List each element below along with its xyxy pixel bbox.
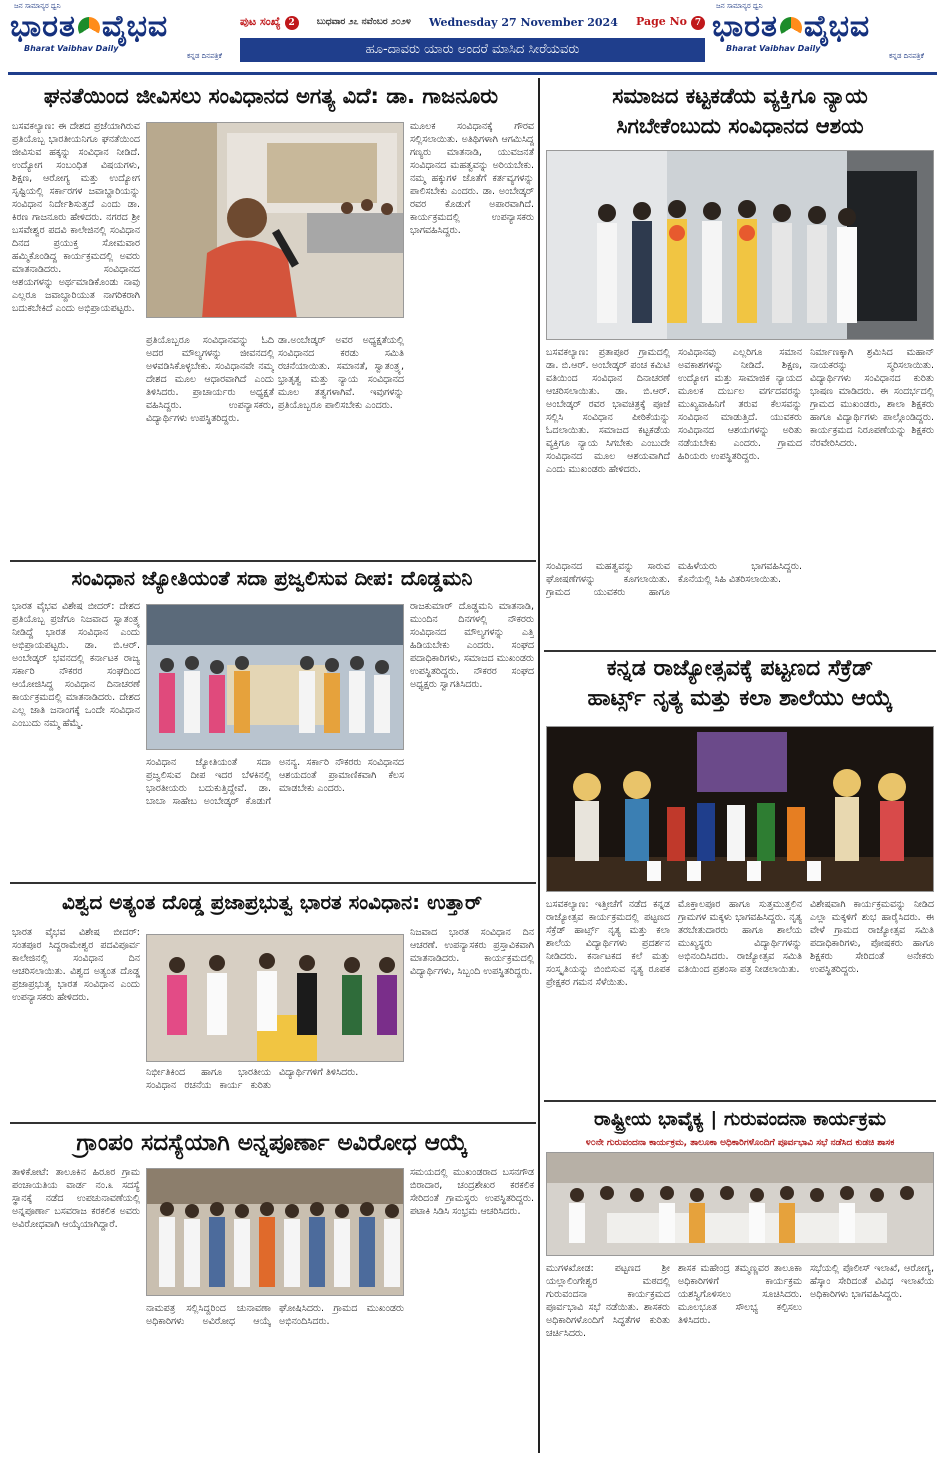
date-english: Wednesday 27 November 2024: [428, 15, 618, 29]
article-5-col-3: ನಿಜವಾದ ಭಾರತ ಸಂವಿಧಾನ ದಿನ ಆಚರಣೆ. ಉಪನ್ಯಾಸಕರು ಪ್ರಸ್ತಾವಿಕವಾಗಿ ಮಾತನಾಡಿದರು. ಕಾರ್ಯಕ್ರಮದಲ್ಲಿ ವಿದ್ಯಾರ್ಥಿಗಳು, ಸಿಬ್ಬಂದಿ ಉಪಸ್ಥಿತರಿದ್ದರು.: [410, 927, 534, 977]
article-2-headline-2[interactable]: ಸಿಗಬೇಕೆಂಬುದು ಸಂವಿಧಾನದ ಆಶಯ: [616, 114, 864, 138]
article-2-photo[interactable]: [546, 150, 934, 340]
article-1-col-2: ಪ್ರತಿಯೊಬ್ಬರೂ ಸಂವಿಧಾನವನ್ನು ಓದಿ ಅದರ ಮೌಲ್ಯಗಳನ್ನು ಜೀವನದಲ್ಲಿ ಅಳವಡಿಸಿಕೊಳ್ಳಬೇಕು. ಸಂವಿಧಾನವೇ ನಮ್ಮ ದೇಶದ ಮೂಲ ಆಧಾರವಾಗಿದೆ ಎಂದು ತಿಳಿಸಿದರು. ಪ್ರಾಚಾರ್ಯರು ಅಧ್ಯಕ್ಷತೆ ವಹಿಸಿದ್ದರು. ಉಪನ್ಯಾಸಕರು, ವಿದ್ಯಾರ್ಥಿಗಳು ಉಪಸ್ಥಿತರಿದ್ದರು.: [146, 335, 274, 424]
group-photo: [147, 605, 404, 750]
article-7-photo[interactable]: [546, 1152, 934, 1256]
article-divider: [544, 1100, 936, 1102]
article-1-caption: [146, 320, 404, 332]
article-3-photo[interactable]: [146, 604, 404, 750]
article-6-col-1: ತಾಳಿಕೋಟೆ: ತಾಲೂಕಿನ ಹಿರೂರ ಗ್ರಾಮ ಪಂಚಾಯತಿಯ ವಾರ್ಡ ನಂ.೩ ಸದಸ್ಯೆ ಸ್ಥಾನಕ್ಕೆ ನಡೆದ ಉಪಚುನಾವಣೆಯಲ್ಲಿ ಅನ್ನಪೂರ್ಣಾ ಬಸವರಾಜ ಕರಕಲಿಕ ಅವರು ಅವಿರೋಧವಾಗಿ ಆಯ್ಕೆಯಾಗಿದ್ದಾರೆ.: [12, 1167, 140, 1230]
article-6-col-2: ನಾಮಪತ್ರ ಸಲ್ಲಿಸಿದ್ದರಿಂದ ಚುನಾವಣಾ ಅಧಿಕಾರಿಗಳು ಅವಿರೋಧ ಆಯ್ಕೆ ಘೋಷಿಸಿದರು. ಗ್ರಾಮದ ಮುಖಂಡರು ಅಭಿನಂದಿಸಿದರು.: [146, 1303, 404, 1327]
column-divider: [538, 78, 540, 1453]
flag-icon: [780, 17, 802, 39]
article-4-col-2: ಮೊಕ್ತಾಲಪೂರ ಹಾಗೂ ಸುತ್ತಮುತ್ತಲಿನ ಗ್ರಾಮಗಳ ಮಕ್ಕಳು ಭಾಗವಹಿಸಿದ್ದರು. ನೃತ್ಯ ತರಬೇತುದಾರರು ಹಾಗೂ ಶಾಲೆಯ ಮುಖ್ಯಸ್ಥರು ವಿದ್ಯಾರ್ಥಿಗಳನ್ನು ಅಭಿನಂದಿಸಿದರು. ರಾಜ್ಯೋತ್ಸವ ಸಮಿತಿ ವತಿಯಿಂದ ಪ್ರಶಂಸಾ ಪತ್ರ ನೀಡಲಾಯಿತು.: [678, 899, 802, 975]
article-divider: [544, 650, 936, 652]
page-info-bar: [240, 12, 705, 32]
article-2-col-3: ನಿರ್ಮಾಣಕ್ಕಾಗಿ ಶ್ರಮಿಸಿದ ಮಹಾನ್ ನಾಯಕರನ್ನು ಸ್ಮರಿಸಲಾಯಿತು. ವಿದ್ಯಾರ್ಥಿಗಳು ಸಂವಿಧಾನದ ಕುರಿತು ಭಾಷಣ ಮಾಡಿದರು. ಈ ಸಂದರ್ಭದಲ್ಲಿ ಗ್ರಾಮದ ಮುಖಂಡರು, ಶಾಲಾ ಶಿಕ್ಷಕರು ಹಾಗೂ ವಿದ್ಯಾರ್ಥಿಗಳು ಪಾಲ್ಗೊಂಡಿದ್ದರು. ಕಾರ್ಯಕ್ರಮದ ನಿರೂಪಣೆಯನ್ನು ಶಿಕ್ಷಕರು ನೆರವೇರಿಸಿದರು.: [810, 347, 934, 449]
article-4-photo[interactable]: [546, 726, 934, 892]
logo-title: ಭಾರತ ವೈಭವ: [10, 9, 169, 44]
article-6-headline[interactable]: ಗ್ರಾಂಪಂ ಸದಸ್ಯೆಯಾಗಿ ಅನ್ನಪೂರ್ಣಾ ಅವಿರೋಧ ಆಯ್ಕೆ: [76, 1130, 468, 1156]
article-1-photo[interactable]: [146, 122, 404, 318]
dance-performance-photo: [547, 727, 934, 892]
article-3-headline[interactable]: ಸಂವಿಧಾನ ಜ್ಯೋತಿಯಂತೆ ಸದಾ ಪ್ರಜ್ವಲಿಸುವ ದೀಪ: ದೊಡ್ಡಮನಿ: [71, 566, 473, 590]
article-divider: [10, 882, 536, 884]
article-5-col-1: ಭಾರತ ವೈಭವ ವಿಶೇಷ ಬೀದರ್: ಸಂತಪೂರ ಸಿದ್ದರಾಮೇಶ್ವರ ಪದವಿಪೂರ್ವ ಕಾಲೇಜಿನಲ್ಲಿ ಸಂವಿಧಾನ ದಿನ ಆಚರಿಸಲಾಯಿತು. ವಿಶ್ವದ ಅತ್ಯಂತ ದೊಡ್ಡ ಪ್ರಜಾಪ್ರಭುತ್ವ ಭಾರತ ಸಂವಿಧಾನ ಎಂದು ಉಪನ್ಯಾಸಕರು ಹೇಳಿದರು.: [12, 927, 140, 1003]
logo-tagline: ಜನ ಸಾಮಾನ್ಯರ ಧ್ವನಿ: [716, 2, 763, 10]
logo-english: Bharat Vaibhav Daily: [24, 44, 119, 53]
logo-subtitle: ಕನ್ನಡ ದಿನಪತ್ರಿಕೆ: [888, 52, 924, 60]
masthead-rule: [8, 72, 937, 75]
masthead-tagline: ಹೂ-ದಾವರು ಯಾರು ಅಂದರೆ ಮಾಸಿದ ಸೀರೆಯವರು: [240, 38, 705, 62]
panchayat-photo: [147, 1169, 404, 1296]
article-1-col-3: ಮೂಲಕ ಸಂವಿಧಾನಕ್ಕೆ ಗೌರವ ಸಲ್ಲಿಸಲಾಯಿತು. ಅತಿಥಿಗಳಾಗಿ ಆಗಮಿಸಿದ್ದ ಗಣ್ಯರು ಮಾತನಾಡಿ, ಯುವಜನತೆ ಸಂವಿಧಾನದ ಮಹತ್ವವನ್ನು ಅರಿಯಬೇಕು. ನಮ್ಮ ಹಕ್ಕುಗಳ ಜೊತೆಗೆ ಕರ್ತವ್ಯಗಳನ್ನು ಪಾಲಿಸಬೇಕು ಎಂದರು. ಡಾ. ಅಂಬೇಡ್ಕರ್ ರವರ ಕೊಡುಗೆ ಅಪಾರವಾಗಿದೆ. ಕಾರ್ಯಕ್ರಮದಲ್ಲಿ ಉಪನ್ಯಾಸಕರು ಭಾಗವಹಿಸಿದ್ದರು.: [410, 121, 534, 236]
flag-icon: [78, 17, 100, 39]
article-7-col-2: ಶಾಸಕ ಮಹೇಂದ್ರ ತಮ್ಮಣ್ಣವರ ತಾಲೂಕಾ ಅಧಿಕಾರಿಗಳಿಗೆ ಕಾರ್ಯಕ್ರಮ ಯಶಸ್ವಿಗೊಳಿಸಲು ಸೂಚಿಸಿದರು. ಮೂಲಭೂತ ಸೌಲಭ್ಯ ಕಲ್ಪಿಸಲು ತಿಳಿಸಿದರು.: [678, 1263, 802, 1326]
article-divider: [10, 1122, 536, 1124]
article-7-col-1: ಮುಗಳಖೋಡ: ಪಟ್ಟಣದ ಶ್ರೀ ಯಲ್ಲಾಲಿಂಗೇಶ್ವರ ಮಠದಲ್ಲಿ ಗುರುವಂದನಾ ಕಾರ್ಯಕ್ರಮದ ಪೂರ್ವಭಾವಿ ಸಭೆ ನಡೆಯಿತು. ಶಾಸಕರು ಅಧಿಕಾರಿಗಳೊಂದಿಗೆ ಸಿದ್ಧತೆಗಳ ಕುರಿತು ಚರ್ಚಿಸಿದರು.: [546, 1263, 670, 1339]
masthead-logo-left[interactable]: [10, 4, 230, 64]
article-divider: [10, 560, 536, 562]
page-number-kannada: ಪುಟ ಸಂಖ್ಯೆ 2: [240, 15, 299, 30]
article-3-col-3: ರಾಜಕುಮಾರ್ ದೊಡ್ಡಮನಿ ಮಾತನಾಡಿ, ಮುಂದಿನ ದಿನಗಳಲ್ಲಿ ನೌಕರರು ಸಂವಿಧಾನದ ಮೌಲ್ಯಗಳನ್ನು ಎತ್ತಿ ಹಿಡಿಯಬೇಕು ಎಂದರು. ಸಂಘದ ಪದಾಧಿಕಾರಿಗಳು, ಸಮಾಜದ ಮುಖಂಡರು ಉಪಸ್ಥಿತರಿದ್ದರು. ನೌಕರರ ಸಂಘದ ಅಧ್ಯಕ್ಷರು ಸ್ವಾಗತಿಸಿದರು.: [410, 601, 534, 690]
article-7-headline[interactable]: ರಾಷ್ಟ್ರೀಯ ಭಾವೈಕ್ಯ | ಗುರುವಂದನಾ ಕಾರ್ಯಕ್ರಮ: [593, 1108, 887, 1130]
masthead-logo-right[interactable]: [712, 4, 932, 64]
article-4-col-1: ಬಸವಕಲ್ಯಾಣ: ಇತ್ತೀಚೆಗೆ ನಡೆದ ಕನ್ನಡ ರಾಜ್ಯೋತ್ಸವ ಕಾರ್ಯಕ್ರಮದಲ್ಲಿ ಪಟ್ಟಣದ ಸೆಕ್ರೆಡ್ ಹಾರ್ಟ್ಸ್ ನೃತ್ಯ ಮತ್ತು ಕಲಾ ಶಾಲೆಯ ವಿದ್ಯಾರ್ಥಿಗಳು ಪ್ರದರ್ಶನ ನೀಡಿದರು. ಕರ್ನಾಟಕದ ಕಲೆ ಮತ್ತು ಸಂಸ್ಕೃತಿಯನ್ನು ಬಿಂಬಿಸುವ ನೃತ್ಯ ರೂಪಕ ಪ್ರೇಕ್ಷಕರ ಗಮನ ಸೆಳೆಯಿತು.: [546, 899, 670, 988]
article-2-col-1b: ಸಂವಿಧಾನದ ಮಹತ್ವವನ್ನು ಸಾರುವ ಘೋಷಣೆಗಳನ್ನು ಕೂಗಲಾಯಿತು. ಗ್ರಾಮದ ಯುವಕರು ಹಾಗೂ ಮಹಿಳೆಯರು ಭಾಗವಹಿಸಿದ್ದರು. ಕೊನೆಯಲ್ಲಿ ಸಿಹಿ ವಿತರಿಸಲಾಯಿತು.: [546, 561, 802, 598]
article-7-col-3: ಸಭೆಯಲ್ಲಿ ಪೊಲೀಸ್ ಇಲಾಖೆ, ಆರೋಗ್ಯ, ಹೆಸ್ಕಾಂ ಸೇರಿದಂತೆ ವಿವಿಧ ಇಲಾಖೆಯ ಅಧಿಕಾರಿಗಳು ಭಾಗವಹಿಸಿದ್ದರು.: [810, 1263, 934, 1300]
article-3-col-2: ಸಂವಿಧಾನ ಜ್ಯೋತಿಯಂತೆ ಸದಾ ಪ್ರಜ್ವಲಿಸುವ ದೀಪ ಇದರ ಬೆಳಕಿನಲ್ಲಿ ಭಾರತೀಯರು ಬದುಕುತ್ತಿದ್ದೇವೆ. ಡಾ. ಬಾಬಾ ಸಾಹೇಬ ಅಂಬೇಡ್ಕರ್ ಕೊಡುಗೆ ಅನನ್ಯ. ಸರ್ಕಾರಿ ನೌಕರರು ಸಂವಿಧಾನದ ಆಶಯದಂತೆ ಪ್ರಾಮಾಣಿಕವಾಗಿ ಕೆಲಸ ಮಾಡಬೇಕು ಎಂದರು.: [146, 757, 404, 807]
article-6-col-3: ಸಮಯದಲ್ಲಿ ಮುಖಂಡರಾದ ಬಸನಗೌಡ ಬಿರಾದಾರ, ಚಂದ್ರಶೇಖರ ಕರಕಲಿಕ ಸೇರಿದಂತೆ ಗ್ರಾಮಸ್ಥರು ಉಪಸ್ಥಿತರಿದ್ದರು. ಪಟಾಕಿ ಸಿಡಿಸಿ ಸಂಭ್ರಮ ಆಚರಿಸಿದರು.: [410, 1167, 534, 1217]
article-5-col-2: ನಿರ್ಭೀತಿಕಿಂದ ಹಾಗೂ ಭಾರತೀಯ ಸಂವಿಧಾನ ರಚನೆಯ ಕಾರ್ಯ ಕುರಿತು ವಿದ್ಯಾರ್ಥಿಗಳಿಗೆ ತಿಳಿಸಿದರು.: [146, 1067, 359, 1091]
felicitation-photo: [547, 151, 934, 340]
article-4-headline-1[interactable]: ಕನ್ನಡ ರಾಜ್ಯೋತ್ಸವಕ್ಕೆ ಪಟ್ಟಣದ ಸೆಕ್ರೆಡ್: [606, 656, 874, 681]
students-photo: [147, 935, 404, 1062]
logo-english: Bharat Vaibhav Daily: [726, 44, 821, 53]
article-4-headline-2[interactable]: ಹಾರ್ಟ್ಸ್ ನೃತ್ಯ ಮತ್ತು ಕಲಾ ಶಾಲೆಯು ಆಯ್ಕೆ: [587, 686, 893, 711]
article-6-photo[interactable]: [146, 1168, 404, 1296]
page-number-english: Page No 7: [636, 15, 705, 30]
article-1-col-1: ಬಸವಕಲ್ಯಾಣ: ಈ ದೇಶದ ಪ್ರಜೆಯಾಗಿರುವ ಪ್ರತಿಯೊಬ್ಬ ಭಾರತೀಯನಿಗೂ ಘನತೆಯಿಂದ ಜೀವಿಸುವ ಹಕ್ಕನ್ನು ಸಂವಿಧಾನ ನೀಡಿದೆ. ಉದ್ಯೋಗ ಸಂಬಂಧಿತ ವಿಷಯಗಳು, ಶಿಕ್ಷಣ, ಆರೋಗ್ಯ ಮತ್ತು ಉದ್ಯೋಗ ಸೃಷ್ಟಿಯಲ್ಲಿ ಸರ್ಕಾರಗಳ ಜವಾಬ್ದಾರಿಯನ್ನು ಸಂವಿಧಾನ ನಿರ್ದೇಶಿಸುತ್ತದೆ ಎಂದು ಡಾ. ಕಿರಣ ಗಾಜನೂರು ಹೇಳಿದರು. ನಗರದ ಶ್ರೀ ಬಸವೇಶ್ವರ ಪದವಿ ಕಾಲೇಜಿನಲ್ಲಿ ಸಂವಿಧಾನ ದಿನದ ಪ್ರಯುಕ್ತ ಸೋಮವಾರ ಹಮ್ಮಿಕೊಂಡಿದ್ದ ಕಾರ್ಯಕ್ರಮದಲ್ಲಿ ಅವರು ಮಾತನಾಡಿದರು. ಸಂವಿಧಾನದ ಆಶಯಗಳನ್ನು ಅರ್ಥಮಾಡಿಕೊಂಡು ನಾವು ಎಲ್ಲರೂ ಜವಾಬ್ದಾರಿಯುತ ನಾಗರಿಕರಾಗಿ ಬದುಕಬೇಕಿದೆ ಎಂದು ಅಭಿಪ್ರಾಯಪಟ್ಟರು.: [12, 121, 140, 314]
article-2-col-1: ಬಸವಕಲ್ಯಾಣ: ಪ್ರತಾಪೂರ ಗ್ರಾಮದಲ್ಲಿ ಡಾ. ಬಿ.ಆರ್. ಅಂಬೇಡ್ಕರ್ ಪಂಚ ಕಮಿಟಿ ವತಿಯಿಂದ ಸಂವಿಧಾನ ದಿನಾಚರಣೆ ಆಚರಿಸಲಾಯಿತು. ಡಾ. ಬಿ.ಆರ್. ಅಂಬೇಡ್ಕರ್ ರವರ ಭಾವಚಿತ್ರಕ್ಕೆ ಪೂಜೆ ಸಲ್ಲಿಸಿ ಸಂವಿಧಾನ ಪೀಠಿಕೆಯನ್ನು ಓದಲಾಯಿತು. ಸಮಾಜದ ಕಟ್ಟಕಡೆಯ ವ್ಯಕ್ತಿಗೂ ನ್ಯಾಯ ಸಿಗಬೇಕು ಎಂಬುದೇ ಸಂವಿಧಾನದ ಮೂಲ ಆಶಯವಾಗಿದೆ ಎಂದು ಮುಖಂಡರು ಹೇಳಿದರು.: [546, 347, 670, 475]
article-7-subhead: ೪೦ನೇ ಗುರುವಂದನಾ ಕಾರ್ಯಕ್ರಮ, ತಾಲೂಕಾ ಅಧಿಕಾರಿಗಳೊಂದಿಗೆ ಪೂರ್ವಭಾವಿ ಸಭೆ ನಡೆಸಿದ ಕುಡಚಿ ಶಾಸಕ: [585, 1138, 895, 1148]
article-2-headline-1[interactable]: ಸಮಾಜದ ಕಟ್ಟಕಡೆಯ ವ್ಯಕ್ತಿಗೂ ನ್ಯಾಯ: [612, 84, 868, 108]
article-4-col-3: ವಿಶೇಷವಾಗಿ ಕಾರ್ಯಕ್ರಮವನ್ನು ನೀಡಿದ ಎಲ್ಲಾ ಮಕ್ಕಳಿಗೆ ಶುಭ ಹಾರೈಸಿದರು. ಈ ವೇಳೆ ಗ್ರಾಮದ ರಾಜ್ಯೋತ್ಸವ ಸಮಿತಿ ಪದಾಧಿಕಾರಿಗಳು, ಪೋಷಕರು ಹಾಗೂ ಶಿಕ್ಷಕರು ಸೇರಿದಂತೆ ಅನೇಕರು ಉಪಸ್ಥಿತರಿದ್ದರು.: [810, 899, 934, 975]
logo-tagline: ಜನ ಸಾಮಾನ್ಯರ ಧ್ವನಿ: [14, 2, 61, 10]
article-1-col-2b: ಡಾ.ಅಂಬೇಡ್ಕರ್ ಅವರ ಅಧ್ಯಕ್ಷತೆಯಲ್ಲಿ ಸಂವಿಧಾನದ ಕರಡು ಸಮಿತಿ ರಚನೆಯಾಯಿತು. ಸಮಾನತೆ, ಸ್ವಾತಂತ್ರ್ಯ, ಭ್ರಾತೃತ್ವ ಮತ್ತು ನ್ಯಾಯ ಸಂವಿಧಾನದ ಮೂಲ ತತ್ವಗಳಾಗಿವೆ. ಇವುಗಳನ್ನು ಪ್ರತಿಯೊಬ್ಬರೂ ಪಾಲಿಸಬೇಕು ಎಂದರು.: [278, 335, 404, 411]
logo-subtitle: ಕನ್ನಡ ದಿನಪತ್ರಿಕೆ: [186, 52, 222, 60]
article-1-headline[interactable]: ಘನತೆಯಿಂದ ಜೀವಿಸಲು ಸಂವಿಧಾನದ ಅಗತ್ಯ ವಿದೆ: ಡಾ. ಗಾಜನೂರು: [43, 84, 499, 108]
speaker-photo: [147, 123, 404, 318]
article-5-photo[interactable]: [146, 934, 404, 1062]
date-kannada: ಬುಧವಾರ ೨೭ ನವೆಂಬರ ೨೦೨೪: [316, 17, 411, 27]
logo-title: ಭಾರತ ವೈಭವ: [712, 9, 871, 44]
article-5-headline[interactable]: ವಿಶ್ವದ ಅತ್ಯಂತ ದೊಡ್ಡ ಪ್ರಜಾಪ್ರಭುತ್ವ ಭಾರತ ಸಂವಿಧಾನ: ಉತ್ತಾರ್: [61, 890, 483, 914]
article-3-col-1: ಭಾರತ ವೈಭವ ವಿಶೇಷ ಬೀದರ್: ದೇಶದ ಪ್ರತಿಯೊಬ್ಬ ಪ್ರಜೆಗೂ ನಿಜವಾದ ಸ್ವಾತಂತ್ರ್ಯ ನೀಡಿದ್ದೆ ಭಾರತ ಸಂವಿಧಾನ ಎಂದು ಅಭಿಪ್ರಾಯಪಟ್ಟರು. ಡಾ. ಬಿ.ಆರ್. ಅಂಬೇಡ್ಕರ್ ಭವನದಲ್ಲಿ ಕರ್ನಾಟಕ ರಾಜ್ಯ ಸರ್ಕಾರಿ ನೌಕರರ ಸಂಘದಿಂದ ಆಯೋಜಿಸಿದ್ದ ಸಂವಿಧಾನ ದಿನಾಚರಣೆ ಕಾರ್ಯಕ್ರಮದಲ್ಲಿ ಮಾತನಾಡಿದರು. ದೇಶದ ಎಲ್ಲ ಜಾತಿ ಜನಾಂಗಕ್ಕೆ ಒಂದೇ ಸಂವಿಧಾನ ಎಂಬುದು ನಮ್ಮ ಹೆಮ್ಮೆ.: [12, 601, 140, 729]
article-2-col-2: ಸಂವಿಧಾನವು ಎಲ್ಲರಿಗೂ ಸಮಾನ ಅವಕಾಶಗಳನ್ನು ನೀಡಿದೆ. ಶಿಕ್ಷಣ, ಉದ್ಯೋಗ ಮತ್ತು ಸಾಮಾಜಿಕ ನ್ಯಾಯದ ಮೂಲಕ ದುರ್ಬಲ ವರ್ಗದವರನ್ನು ಮುಖ್ಯವಾಹಿನಿಗೆ ತರುವ ಕೆಲಸವನ್ನು ಸಂವಿಧಾನ ಮಾಡುತ್ತಿದೆ. ಯುವಕರು ಸಂವಿಧಾನದ ಆಶಯಗಳನ್ನು ಅರಿತು ನಡೆಯಬೇಕು ಎಂದರು. ಗ್ರಾಮದ ಹಿರಿಯರು ಉಪಸ್ಥಿತರಿದ್ದರು.: [678, 347, 802, 462]
meeting-photo: [547, 1153, 934, 1256]
